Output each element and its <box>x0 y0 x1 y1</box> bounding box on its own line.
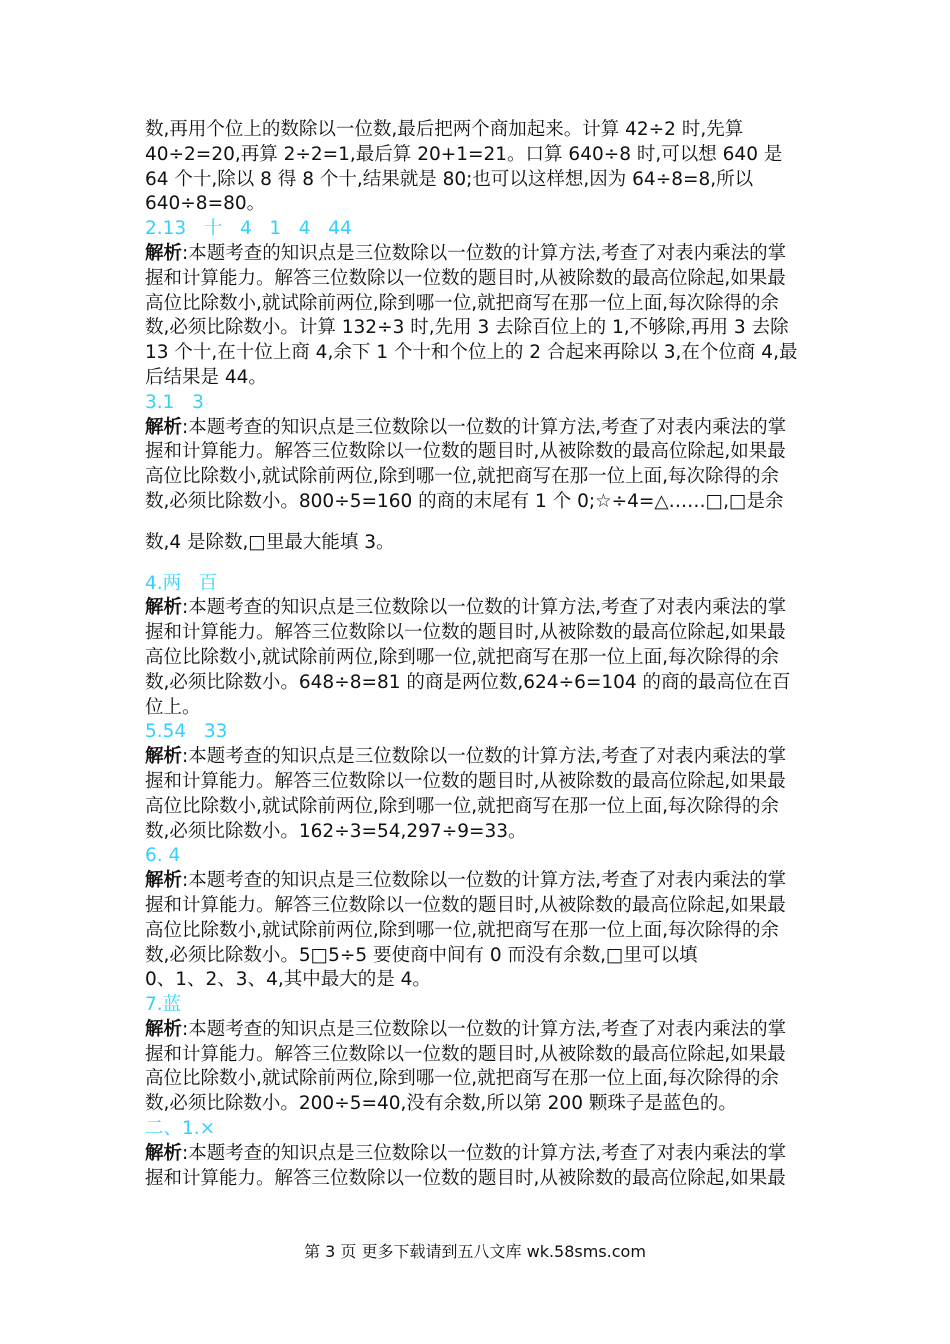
answer-block-7 <box>145 993 810 1117</box>
text-line: 握和计算能力。解答三位数除以一位数的题目时,从被除数的最高位除起,如果最 <box>145 622 786 644</box>
analysis-label: 解析 <box>145 870 183 892</box>
text-line <box>145 242 810 267</box>
text-line: 数,再用个位上的数除以一位数,最后把两个商加起来。计算 42÷2 时,先算 <box>145 119 744 140</box>
text-span: :本题考查的知识点是三位数除以一位数的计算方法,考查了对表内乘法的掌 <box>182 1018 787 1040</box>
text-line: 高位比除数小,就试除前两位,除到哪一位,就把商写在那一位上面,每次除得的余 <box>145 646 780 668</box>
line-gap <box>145 556 810 572</box>
text-span: :本题考查的知识点是三位数除以一位数的计算方法,考查了对表内乘法的掌 <box>182 1142 787 1164</box>
text-span: :本题考查的知识点是三位数除以一位数的计算方法,考查了对表内乘法的掌 <box>182 416 787 438</box>
text-line: 高位比除数小,就试除前两位,除到哪一位,就把商写在那一位上面,每次除得的余 <box>145 919 780 941</box>
text-line: 高位比除数小,就试除前两位,除到哪一位,就把商写在那一位上面,每次除得的余 <box>145 795 780 817</box>
text-line: 数,必须比除数小。200÷5=40,没有余数,所以第 200 颗珠子是蓝色的。 <box>145 1093 737 1115</box>
text-line <box>145 745 810 770</box>
text-line: 64 个十,除以 8 得 8 个十,结果就是 80;也可以这样想,因为 64÷8=8,所以 <box>145 168 754 190</box>
answer-heading: 2.13 十 4 1 4 44 <box>145 218 352 240</box>
answer-block-2 <box>145 217 810 391</box>
text-span: :本题考查的知识点是三位数除以一位数的计算方法,考查了对表内乘法的掌 <box>182 597 787 619</box>
text-line: 后结果是 44。 <box>145 366 267 388</box>
text-line: 数,4 是除数,□里最大能填 3。 <box>145 531 395 553</box>
document-page <box>145 118 810 1191</box>
text-line: 数,必须比除数小。648÷8=81 的商是两位数,624÷6=104 的商的最高位在百 <box>145 671 791 693</box>
text-line: 握和计算能力。解答三位数除以一位数的题目时,从被除数的最高位除起,如果最 <box>145 441 786 463</box>
analysis-label: 解析 <box>145 1142 183 1164</box>
text-span: :本题考查的知识点是三位数除以一位数的计算方法,考查了对表内乘法的掌 <box>182 746 787 768</box>
text-span: :本题考查的知识点是三位数除以一位数的计算方法,考查了对表内乘法的掌 <box>182 870 787 892</box>
text-line: 握和计算能力。解答三位数除以一位数的题目时,从被除数的最高位除起,如果最 <box>145 1043 786 1065</box>
text-line: 高位比除数小,就试除前两位,除到哪一位,就把商写在那一位上面,每次除得的余 <box>145 466 780 488</box>
text-line: 握和计算能力。解答三位数除以一位数的题目时,从被除数的最高位除起,如果最 <box>145 770 786 792</box>
analysis-label: 解析 <box>145 746 183 768</box>
text-line: 握和计算能力。解答三位数除以一位数的题目时,从被除数的最高位除起,如果最 <box>145 1167 786 1189</box>
text-span: :本题考查的知识点是三位数除以一位数的计算方法,考查了对表内乘法的掌 <box>182 242 787 264</box>
text-line: 握和计算能力。解答三位数除以一位数的题目时,从被除数的最高位除起,如果最 <box>145 894 786 916</box>
analysis-label: 解析 <box>145 242 183 264</box>
answer-block-4 <box>145 572 810 721</box>
analysis-label: 解析 <box>145 597 183 619</box>
text-line <box>145 1142 810 1167</box>
text-line: 位上。 <box>145 696 201 718</box>
text-line: 数,必须比除数小。162÷3=54,297÷9=33。 <box>145 820 527 842</box>
text-line <box>145 596 810 621</box>
text-line <box>145 1018 810 1043</box>
text-line: 数,必须比除数小。计算 132÷3 时,先用 3 去除百位上的 1,不够除,再用 3 去除 <box>145 317 789 339</box>
answer-heading: 5.54 33 <box>145 721 228 743</box>
line-gap <box>145 515 810 531</box>
intro-paragraph <box>145 118 810 217</box>
answer-block-3 <box>145 391 810 572</box>
text-line <box>145 869 810 894</box>
text-line: 数,必须比除数小。800÷5=160 的商的末尾有 1 个 0;☆÷4=△……□,□是余 <box>145 490 784 512</box>
answer-heading: 3.1 3 <box>145 391 204 413</box>
answer-heading: 二、1.× <box>145 1118 216 1140</box>
text-line: 高位比除数小,就试除前两位,除到哪一位,就把商写在那一位上面,每次除得的余 <box>145 1068 780 1090</box>
text-line: 40÷2=20,再算 2÷2=1,最后算 20+1=21。口算 640÷8 时,可以想 640 是 <box>145 143 783 165</box>
answer-heading: 6. 4 <box>145 845 181 867</box>
analysis-label: 解析 <box>145 416 183 438</box>
text-line: 数,必须比除数小。5□5÷5 要使商中间有 0 而没有余数,□里可以填 <box>145 944 698 966</box>
text-line: 握和计算能力。解答三位数除以一位数的题目时,从被除数的最高位除起,如果最 <box>145 267 786 289</box>
text-line <box>145 416 810 441</box>
text-line: 13 个十,在十位上商 4,余下 1 个十和个位上的 2 合起来再除以 3,在个位商 4,最 <box>145 342 798 364</box>
text-line: 0、1、2、3、4,其中最大的是 4。 <box>145 969 431 991</box>
answer-heading: 4.两 百 <box>145 572 218 594</box>
analysis-label: 解析 <box>145 1018 183 1040</box>
page-footer: 第 3 页 更多下载请到五八文库 wk.58sms.com <box>304 1242 646 1261</box>
text-line: 640÷8=80。 <box>145 193 266 215</box>
answer-block-6 <box>145 844 810 993</box>
answer-heading: 7.蓝 <box>145 994 182 1016</box>
text-line: 高位比除数小,就试除前两位,除到哪一位,就把商写在那一位上面,每次除得的余 <box>145 292 780 314</box>
answer-block-5 <box>145 720 810 844</box>
answer-block-section2-1 <box>145 1117 810 1191</box>
